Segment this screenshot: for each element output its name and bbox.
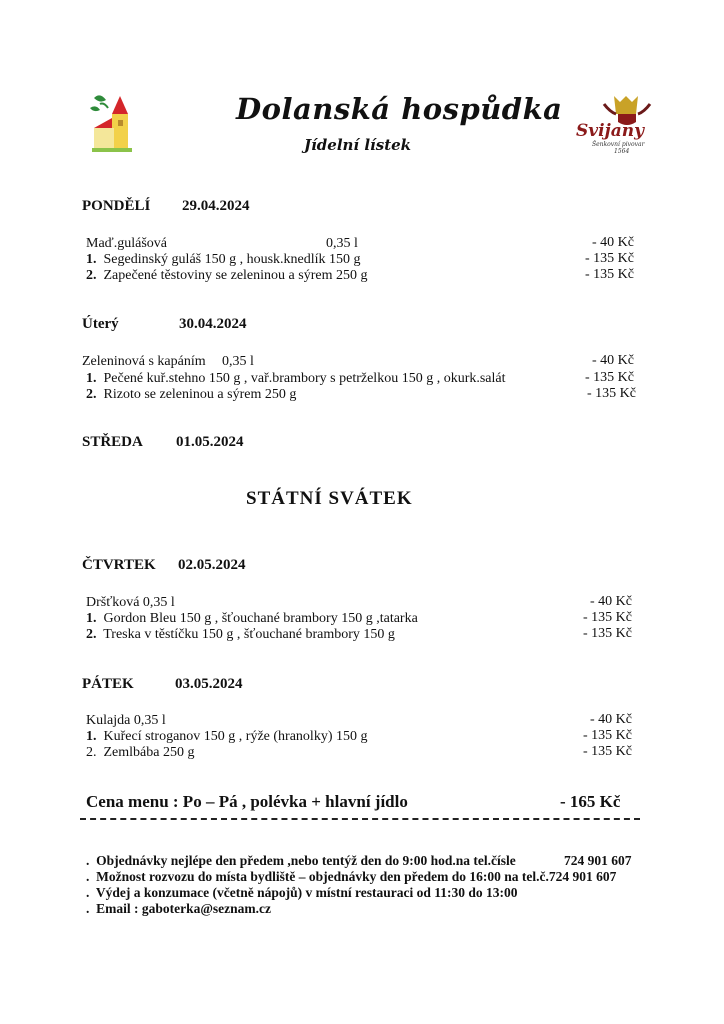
meal-item — [86, 744, 194, 761]
menu-subtitle: Jídelní lístek — [304, 136, 412, 154]
soup-price: - 40 Kč — [592, 235, 634, 250]
meal-item — [86, 610, 418, 627]
item-text: Rizoto se zeleninou a sýrem 250 g — [103, 387, 297, 402]
info-bullet: . — [86, 901, 90, 916]
restaurant-title: Dolanská hospůdka — [236, 92, 563, 126]
item-price: - 135 Kč — [585, 370, 634, 385]
day-date: 02.05.2024 — [178, 557, 246, 573]
dashed-divider — [80, 818, 640, 820]
soup-tuesday — [82, 353, 206, 370]
item-number: 2. — [86, 745, 97, 760]
meal-item — [86, 267, 367, 284]
day-date: 30.04.2024 — [179, 316, 247, 332]
menu-price-label: Cena menu : Po – Pá , polévka + hlavní jídlo — [86, 792, 408, 811]
soup-text: Maď.gulášová — [86, 236, 167, 251]
item-number: 2. — [86, 268, 97, 283]
info-bullet: . — [86, 869, 90, 884]
item-text: Segedinský guláš 150 g , housk.knedlík 150 g — [103, 252, 361, 267]
info-text: Email : gaboterka@seznam.cz — [96, 901, 272, 916]
day-name: STŘEDA — [82, 434, 143, 450]
info-line-orders — [86, 852, 516, 869]
soup-price: - 40 Kč — [590, 594, 632, 609]
day-heading-tuesday — [82, 316, 247, 333]
day-heading-monday — [82, 198, 250, 215]
item-text: Treska v těstíčku 150 g , šťouchané brambory 150 g — [103, 627, 395, 642]
day-date: 03.05.2024 — [175, 676, 243, 692]
day-heading-friday — [82, 676, 243, 693]
info-text: Výdej a konzumace (včetně nápojů) v místní restauraci od 11:30 do 13:00 — [95, 885, 518, 900]
menu-price-value: - 165 Kč — [560, 792, 621, 811]
item-text: Gordon Bleu 150 g , šťouchané brambory 150 g ,tatarka — [103, 611, 418, 626]
item-number: 1. — [86, 371, 97, 386]
item-number: 2. — [86, 627, 97, 642]
info-line-delivery — [86, 868, 616, 885]
item-text: Zemlbába 250 g — [103, 745, 195, 760]
meal-item — [86, 386, 296, 403]
day-heading-thursday — [82, 557, 246, 574]
brand-tagline: Šenkovní pivovar — [592, 141, 645, 148]
soup-text: Kulajda 0,35 l — [86, 713, 166, 728]
day-name: Úterý — [82, 316, 119, 332]
item-number: 1. — [86, 729, 97, 744]
info-line-email — [86, 900, 271, 917]
day-name: ČTVRTEK — [82, 557, 156, 573]
item-price: - 135 Kč — [583, 744, 632, 759]
soup-monday — [86, 235, 167, 252]
day-date: 01.05.2024 — [176, 434, 244, 450]
day-heading-wednesday — [82, 434, 244, 451]
info-text: Možnost rozvozu do místa bydliště – objednávky den předem do 16:00 na tel.č.724 901 607 — [96, 869, 617, 884]
meal-item — [86, 626, 395, 643]
day-date: 29.04.2024 — [182, 198, 250, 214]
item-number: 1. — [86, 611, 97, 626]
holiday-note: STÁTNÍ SVÁTEK — [246, 488, 413, 509]
item-price: - 135 Kč — [583, 626, 632, 641]
soup-text: Dršťková 0,35 l — [86, 595, 175, 610]
item-price: - 135 Kč — [583, 728, 632, 743]
info-bullet: . — [86, 885, 90, 900]
meal-item — [86, 370, 506, 387]
item-price: - 135 Kč — [585, 267, 634, 282]
brand-year: 1564 — [614, 148, 630, 155]
day-name: PÁTEK — [82, 676, 134, 692]
item-number: 2. — [86, 387, 97, 402]
item-price: - 135 Kč — [583, 610, 632, 625]
meal-item — [86, 728, 367, 745]
day-name: PONDĚLÍ — [82, 198, 151, 214]
soup-volume: 0,35 l — [326, 236, 358, 251]
svijany-logo — [574, 92, 678, 156]
info-line-pickup — [86, 884, 518, 901]
info-text: Objednávky nejlépe den předem ,nebo tentýž den do 9:00 hod.na tel.čísle — [96, 853, 516, 868]
info-phone: 724 901 607 — [564, 853, 632, 868]
item-text: Kuřecí stroganov 150 g , rýže (hranolky) 150 g — [103, 729, 368, 744]
soup-text: Zeleninová s kapáním — [82, 354, 206, 369]
soup-price: - 40 Kč — [592, 353, 634, 368]
item-price: - 135 Kč — [585, 251, 634, 266]
meal-item — [86, 251, 361, 268]
item-text: Pečené kuř.stehno 150 g , vař.brambory s petrželkou 150 g , okurk.salát — [103, 371, 506, 386]
soup-volume: 0,35 l — [222, 354, 254, 369]
soup-price: - 40 Kč — [590, 712, 632, 727]
item-number: 1. — [86, 252, 97, 267]
brand-name: Svijany — [576, 121, 645, 141]
soup-thursday — [86, 594, 175, 611]
info-bullet: . — [86, 853, 90, 868]
soup-friday — [86, 712, 166, 729]
item-text: Zapečené těstoviny se zeleninou a sýrem 250 g — [103, 268, 368, 283]
item-price: - 135 Kč — [587, 386, 636, 401]
church-logo — [86, 90, 142, 154]
